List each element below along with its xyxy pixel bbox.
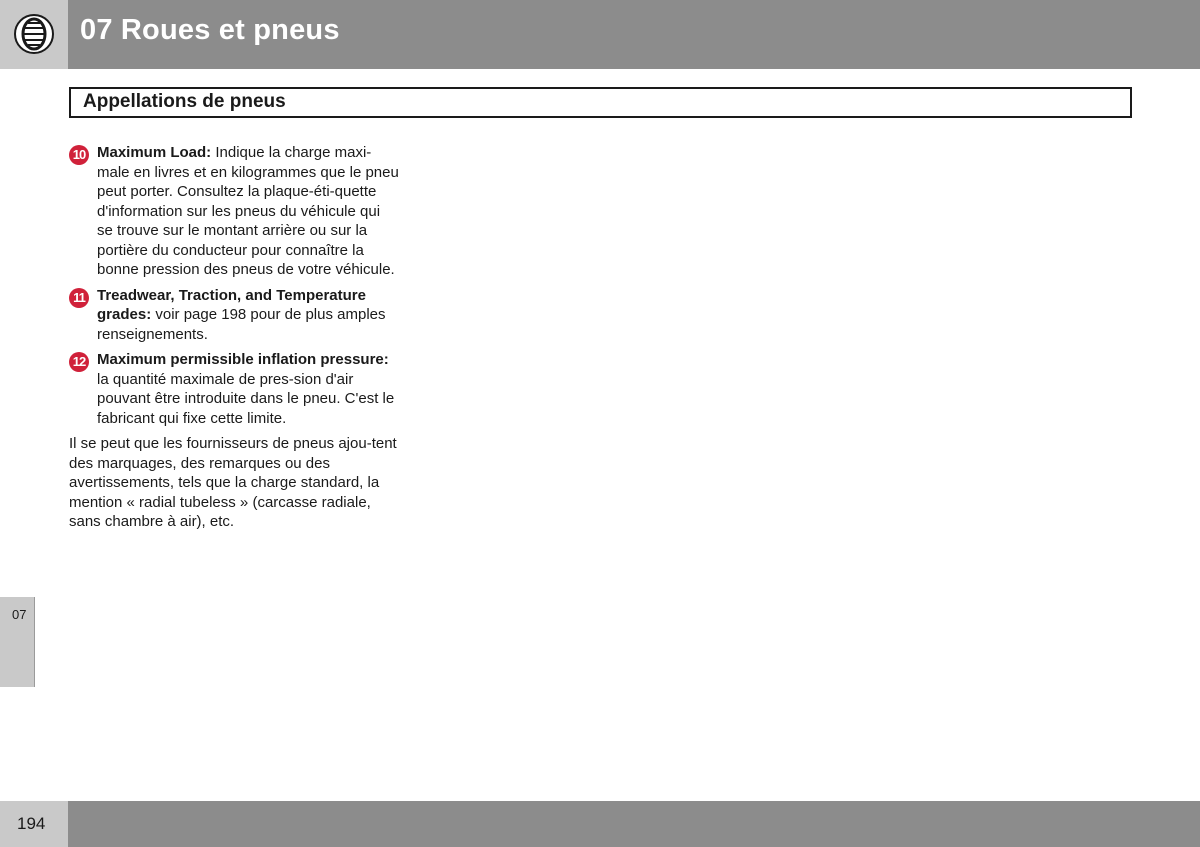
list-item: [69, 286, 399, 345]
footer-bar: [68, 801, 1200, 847]
number-badge: 10: [69, 145, 89, 165]
page-number: 194: [17, 814, 46, 833]
item-term: Maximum permissible inflation pressure:: [97, 351, 389, 368]
item-text: Indique la charge maxi-male en livres et en kilogrammes que le pneu peut porter. Consultez la plaque-éti-quette d'information sur les pneus du véhicule qui se trouve sur le montant arrière ou sur la portière du conducteur pour connaître la bonne pression des pneus de votre véhicule.: [97, 144, 399, 278]
list-item: [69, 350, 399, 428]
list-item: [69, 143, 399, 280]
page-number-box: [0, 801, 68, 847]
chapter-side-tab: [0, 597, 35, 687]
item-term: Maximum Load:: [97, 144, 212, 161]
number-badge: 11: [69, 288, 89, 308]
content-column: [69, 143, 399, 532]
body-paragraph: Il se peut que les fournisseurs de pneus ajou-tent des marquages, des remarques ou des avertissements, tels que la charge standard, la mention « radial tubeless » (carcasse radiale, sans chambre à air), etc.: [69, 435, 397, 530]
section-title-box: [69, 87, 1132, 118]
item-text: voir page 198 pour de plus amples renseignements.: [97, 306, 386, 343]
item-term: Treadwear, Traction, and Temperature grades:: [97, 286, 366, 323]
item-text: la quantité maximale de pres-sion d'air pouvant être introduite dans le pneu. C'est le fabricant qui fixe cette limite.: [97, 370, 395, 427]
side-tab-label: 07: [12, 607, 27, 622]
chapter-title: 07 Roues et pneus: [80, 14, 340, 46]
chapter-icon-box: [0, 0, 68, 69]
number-badge: 12: [69, 352, 89, 372]
section-title: Appellations de pneus: [83, 91, 286, 112]
tire-icon: [14, 14, 54, 54]
